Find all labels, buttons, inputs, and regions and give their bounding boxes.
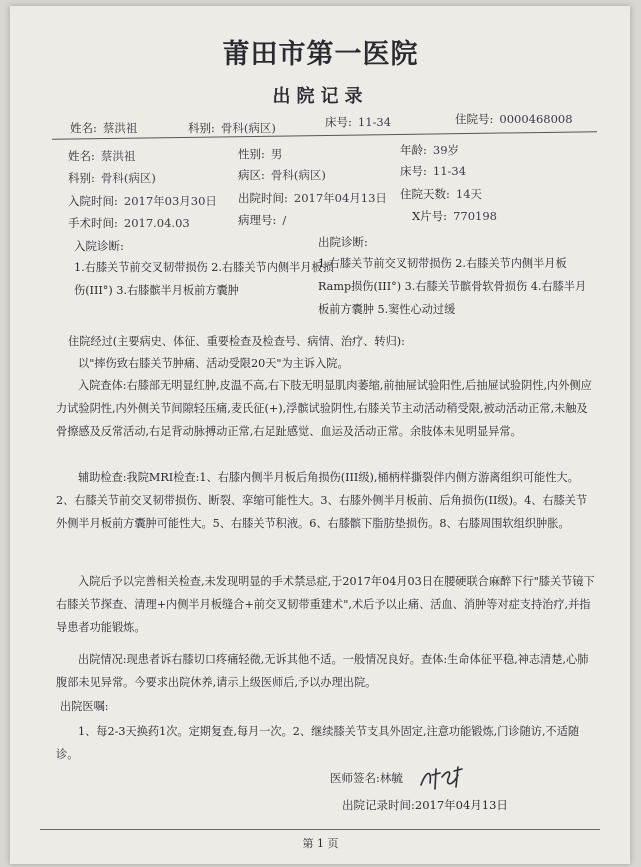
info-age: 年龄: 39岁 [400, 143, 460, 157]
admit-diagnosis-text: 1.右膝关节前交叉韧带损伤 2.右膝关节内侧半月板损伤(III°) 3.右膝髌半月板前方囊肿 [74, 261, 334, 297]
info-dept: 科别: 骨科(病区) [68, 171, 156, 185]
header-dept: 科别: 骨科(病区) [188, 121, 276, 135]
course-admission-exam: 入院查体:右膝部无明显红肿,皮温不高,右下肢无明显肌肉萎缩,前抽屉试验阳性,后抽屉试验阴性,内外侧应力试验阴性,内外侧关节间隙轻压痛,麦氏征(+),浮髌试验阴性,右膝关节主动活动稍受限,被动活动正常,未触及骨擦感及反常活动,右足背动脉搏动正常,右足趾感觉、血运及活动正常。余肢体未见明显异常。 [56, 379, 592, 438]
header-bed: 床号: 11-34 [325, 115, 392, 129]
info-discharge-time: 出院时间: 2017年04月13日 [238, 191, 387, 205]
discharge-orders-title: 出院医嘱: [60, 700, 109, 713]
course-auxiliary-exam: 辅助检查:我院MRI检查:1、右膝内侧半月板后角损伤(III级),桶柄样撕裂伴内侧方游离组织可能性大。2、右膝关节前交叉韧带损伤、断裂、挛缩可能性大。3、右膝外侧半月板前、后角损伤(II级)。4、右膝关节外侧半月板前方囊肿可能性大。5、右膝关节积液。6、右膝髌下脂肪垫损伤。8、右膝周围软组织肿胀。 [56, 471, 588, 530]
admit-diagnosis-title: 入院诊断: [74, 239, 124, 253]
info-sex: 性别: 男 [238, 147, 283, 161]
info-admit-time: 入院时间: 2017年03月30日 [68, 194, 217, 208]
handwritten-signature [418, 765, 468, 793]
course-treatment: 入院后予以完善相关检查,未发现明显的手术禁忌症,于2017年04月03日在腰硬联合麻醉下行"膝关节镜下右膝关节探查、清理+内侧半月板缝合+前交叉韧带重建术",术后予以止痛、活血、消肿等对症支持治疗,并指导患者功能锻炼。 [56, 575, 595, 634]
course-complaint: 以"摔伤致右膝关节肿痛、活动受限20天"为主诉入院。 [78, 357, 349, 370]
info-pathology-no: 病理号: / [238, 213, 287, 227]
discharge-diagnosis-text: 1.右膝关节前交叉韧带损伤 2.右膝关节内侧半月板Ramp损伤(III°) 3.右膝关节髌骨软骨损伤 4.右膝半月板前方囊肿 5.窦性心动过缓 [318, 257, 587, 316]
info-surgery-time: 手术时间: 2017.04.03 [68, 216, 190, 230]
info-ward: 病区: 骨科(病区) [238, 168, 326, 182]
discharge-orders-text: 1、每2-3天换药1次。定期复查,每月一次。2、继续膝关节支具外固定,注意功能锻炼,门诊随访,不适随诊。 [56, 725, 580, 761]
hospital-name: 莆田市第一医院 [222, 39, 419, 70]
info-bed: 床号: 11-34 [400, 164, 467, 178]
header-inpatient-no: 住院号: 0000468008 [455, 112, 573, 126]
page-number: 第 1 页 [302, 837, 339, 850]
course-title: 住院经过(主要病史、体征、重要检查及检查号、病情、治疗、转归): [68, 335, 405, 348]
discharge-status: 出院情况:现患者诉右膝切口疼痛轻微,无诉其他不适。一般情况良好。查体:生命体征平稳,神志清楚,心肺腹部未见异常。今要求出院休养,请示上级医师后,予以办理出院。 [56, 653, 589, 689]
info-days: 住院天数: 14天 [400, 187, 483, 201]
discharge-diagnosis-title: 出院诊断: [318, 235, 368, 249]
header-name: 姓名: 蔡洪祖 [70, 121, 138, 135]
footer-divider [40, 829, 600, 830]
document-title: 出院记录 [272, 86, 369, 107]
info-xray-no: X片号: 770198 [412, 209, 497, 223]
doctor-signature: 医师签名:林毓 [330, 771, 403, 785]
record-time: 出院记录时间:2017年04月13日 [342, 798, 508, 812]
info-name: 姓名: 蔡洪祖 [68, 149, 136, 163]
